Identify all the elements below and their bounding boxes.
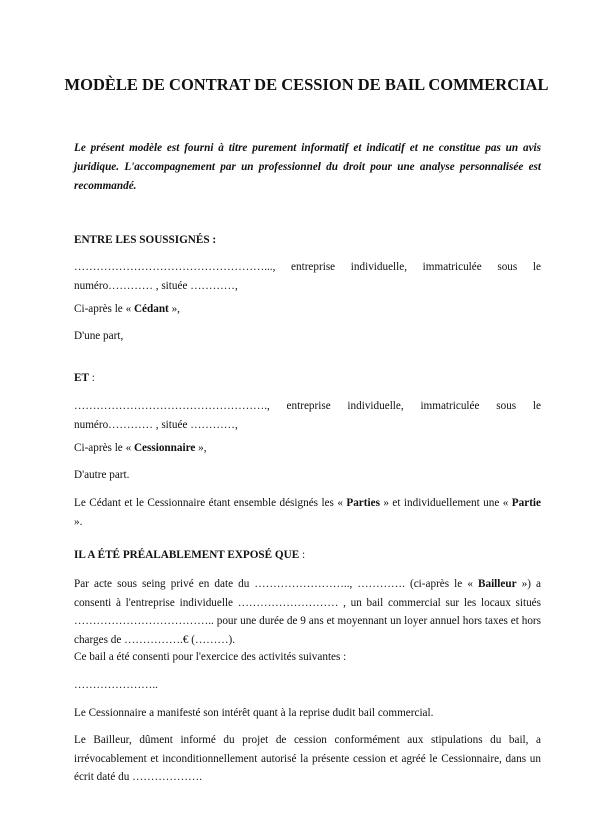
activites-paragraph: Ce bail a été consenti pour l'exercice des activités suivantes : (74, 651, 347, 663)
bailleur-informe-paragraph: Le Bailleur, dûment informé du projet de cession conformément aux stipulations du bail, a irrévocablement et inconditionnellement autorisé la présente cession et agréé le Cessionnaire, dans un écrit daté du ………………. (74, 734, 541, 783)
disclaimer-paragraph: Le présent modèle est fourni à titre purement informatif et indicatif et ne constitue pas un avis juridique. L'accompagnement par un professionnel du droit pour une analyse personnalisée est recommandé. (74, 142, 541, 192)
parties-paragraph: Le Cédant et le Cessionnaire étant ensemble désignés les « Parties » et individuellement une « Partie ». (74, 497, 541, 528)
interet-paragraph: Le Cessionnaire a manifesté son intérêt quant à la reprise dudit bail commercial. (74, 707, 434, 719)
cedant-term: Cédant (133, 303, 169, 315)
document-title: MODÈLE DE CONTRAT DE CESSION DE BAIL COMMERCIAL (64, 75, 549, 94)
cessionnaire-term: Cessionnaire (133, 442, 196, 454)
et-heading: ET : (74, 372, 95, 384)
dune-part: D'une part, (74, 330, 124, 342)
entre-heading: ENTRE LES SOUSSIGNÉS : (74, 234, 217, 246)
acte-paragraph: Par acte sous seing privé en date du …………………….., …………. (ci-après le « Bailleur ») a consenti à l'entreprise individuelle ……………………… , un bail commercial sur les locaux situés ……………………………….. pour une durée de 9 ans et moyennant un loyer annuel hors taxes et hors charges de …………….€ (………). (74, 578, 541, 646)
cedant-identity: ……………………………………………..., entreprise individuelle, immatriculée sous le numéro………… , située …………, (74, 261, 541, 292)
cessionnaire-designation: Ci-après le « Cessionnaire », (74, 442, 207, 454)
cessionnaire-identity: ……………………………………………., entreprise individuelle, immatriculée sous le numéro………… , située …………, (74, 400, 541, 431)
expose-heading: IL A ÉTÉ PRÉALABLEMENT EXPOSÉ QUE : (74, 549, 306, 561)
activites-blank: ………………….. (74, 679, 158, 691)
dautre-part: D'autre part. (74, 469, 130, 481)
cedant-designation: Ci-après le « Cédant », (74, 303, 180, 315)
